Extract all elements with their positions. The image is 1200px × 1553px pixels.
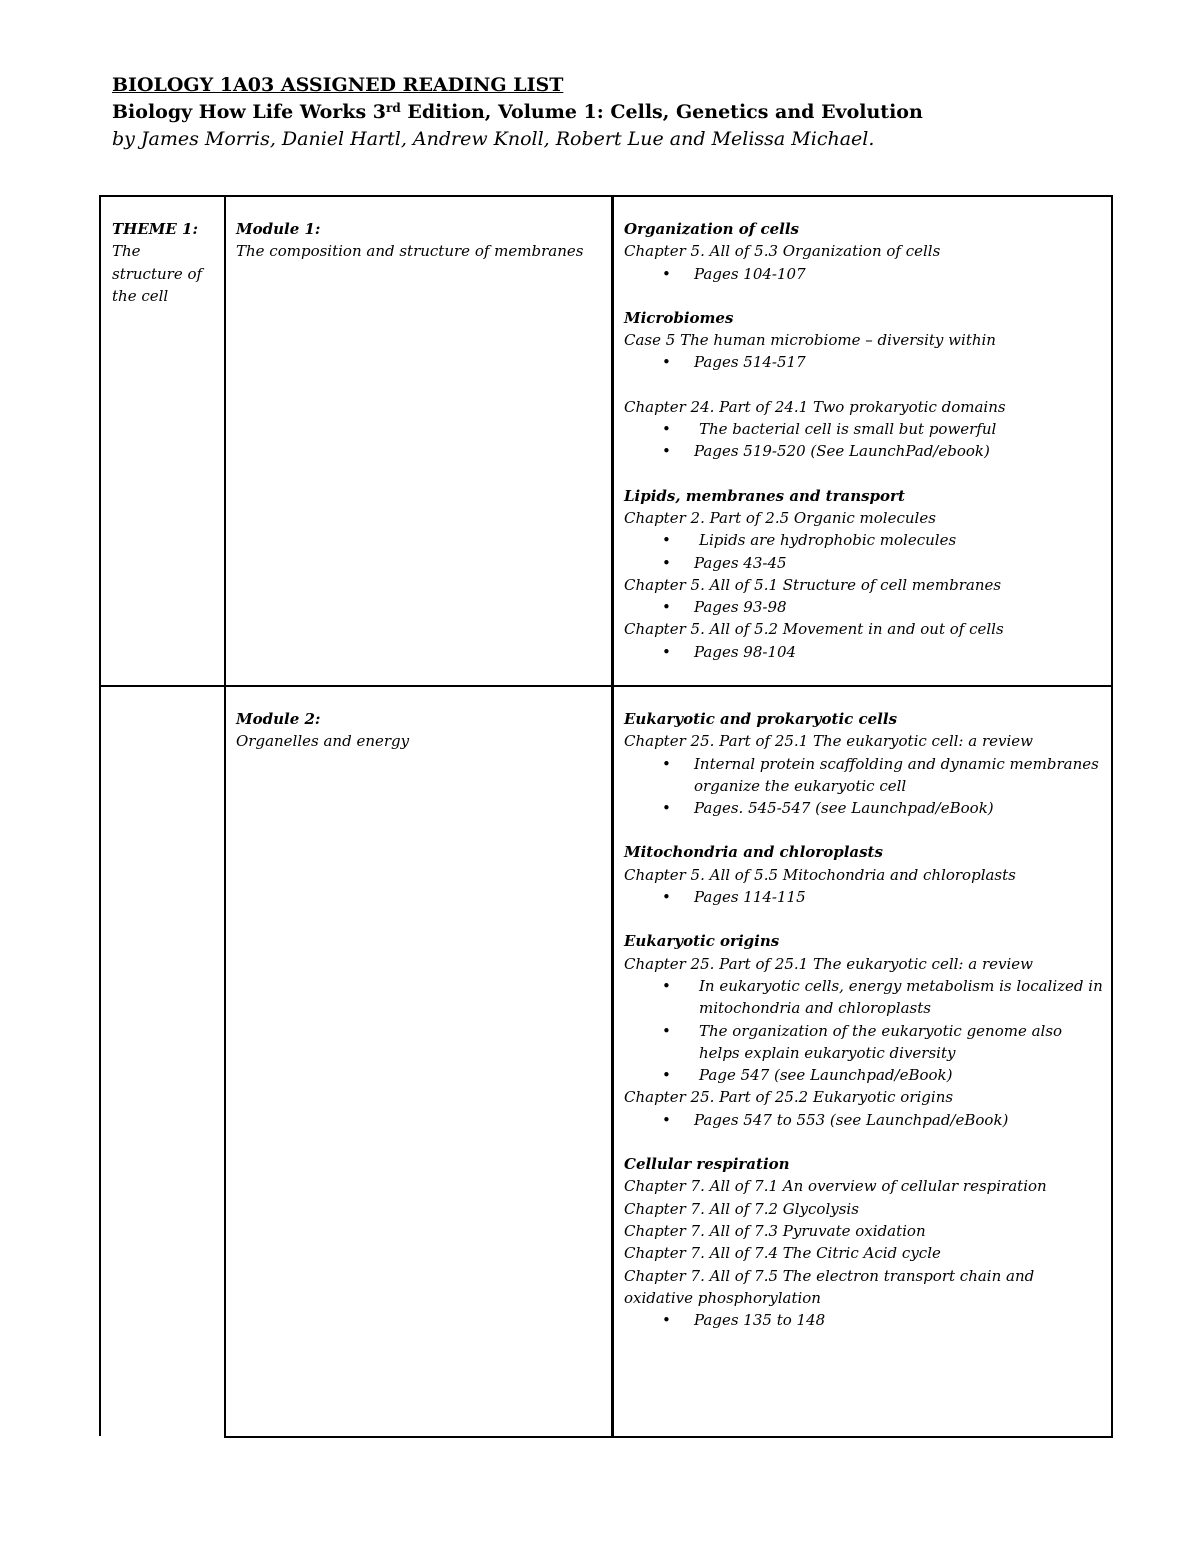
reading-bullet: • Pages 519-520 (See LaunchPad/ebook) xyxy=(624,440,1104,462)
reading-chapter: Chapter 5. All of 5.2 Movement in and out of cells xyxy=(624,620,1004,639)
module-label: Module 1: xyxy=(236,220,321,238)
reading-bullet: • Pages 114-115 xyxy=(624,886,1104,908)
reading-chapter: Chapter 7. All of 7.3 Pyruvate oxidation xyxy=(624,1221,926,1240)
edition-superscript: rd xyxy=(386,101,401,115)
module-2-cell xyxy=(236,708,606,753)
reading-topic-heading: Eukaryotic and prokaryotic cells xyxy=(624,710,898,728)
reading-topic-heading: Lipids, membranes and transport xyxy=(624,486,905,505)
reading-bullet: • Page 547 (see Launchpad/eBook) xyxy=(624,1064,1104,1086)
reading-bullet: • Pages 43-45 xyxy=(624,552,1104,574)
reading-chapter: Chapter 25. Part of 25.2 Eukaryotic origins xyxy=(624,1088,954,1107)
theme-line: structure of xyxy=(112,264,203,283)
theme-label: THEME 1: xyxy=(112,220,199,238)
reading-chapter: Chapter 7. All of 7.4 The Citric Acid cycle xyxy=(624,1244,941,1263)
module-1-cell xyxy=(236,218,606,263)
spacer xyxy=(624,374,1104,396)
table-bottom-border xyxy=(224,1436,1113,1438)
reading-bullet: • Pages 104-107 xyxy=(624,263,1104,285)
reading-chapter: Chapter 5. All of 5.5 Mitochondria and chloroplasts xyxy=(624,865,1016,884)
reading-bullet: • Pages. 545-547 (see Launchpad/eBook) xyxy=(624,797,1104,819)
reading-bullet: • Pages 135 to 148 xyxy=(624,1309,1104,1331)
module-title: Organelles and energy xyxy=(236,732,410,751)
reading-chapter: Chapter 5. All of 5.1 Structure of cell membranes xyxy=(624,575,1002,594)
reading-bullet: • Lipids are hydrophobic molecules xyxy=(624,529,1104,551)
module-1-readings xyxy=(624,218,1104,663)
book-authors: by James Morris, Daniel Hartl, Andrew Knoll, Robert Lue and Melissa Michael. xyxy=(112,128,875,150)
spacer xyxy=(624,908,1104,930)
column-divider-2 xyxy=(611,195,614,1438)
module-2-readings xyxy=(624,708,1104,1331)
book-title xyxy=(112,99,1112,126)
reading-bullet: • Internal protein scaffolding and dynamic membranes organize the eukaryotic cell xyxy=(624,753,1104,798)
reading-bullet: • The bacterial cell is small but powerful xyxy=(624,418,1104,440)
book-title-end: Edition, Volume 1: Cells, Genetics and Evolution xyxy=(400,101,923,123)
column-divider-1 xyxy=(224,195,226,1438)
reading-bullet: • In eukaryotic cells, energy metabolism is localized in mitochondria and chloroplasts xyxy=(624,975,1104,1020)
reading-chapter: Chapter 7. All of 7.2 Glycolysis xyxy=(624,1199,859,1218)
reading-chapter: Chapter 25. Part of 25.1 The eukaryotic cell: a review xyxy=(624,954,1033,973)
reading-topic-heading: Organization of cells xyxy=(624,220,799,238)
theme-line: The xyxy=(112,242,141,261)
reading-chapter: Chapter 2. Part of 2.5 Organic molecules xyxy=(624,508,936,527)
document-title: BIOLOGY 1A03 ASSIGNED READING LIST xyxy=(112,74,564,96)
reading-chapter: Chapter 24. Part of 24.1 Two prokaryotic domains xyxy=(624,397,1006,416)
table-right-border xyxy=(1111,195,1113,1438)
reading-chapter: Chapter 7. All of 7.5 The electron transport chain and oxidative phosphorylation xyxy=(624,1266,1035,1307)
theme-line: the cell xyxy=(112,286,169,305)
reading-topic-heading: Mitochondria and chloroplasts xyxy=(624,843,883,862)
reading-bullet: • The organization of the eukaryotic genome also helps explain eukaryotic diversity xyxy=(624,1020,1104,1065)
theme-cell xyxy=(112,218,218,307)
row-divider xyxy=(99,685,1113,687)
reading-chapter: Case 5 The human microbiome – diversity within xyxy=(624,331,996,350)
table-left-border xyxy=(99,195,101,1436)
spacer xyxy=(624,1131,1104,1153)
reading-chapter: Chapter 7. All of 7.1 An overview of cellular respiration xyxy=(624,1177,1047,1196)
reading-bullet: • Pages 514-517 xyxy=(624,351,1104,373)
reading-bullet: • Pages 98-104 xyxy=(624,641,1104,663)
reading-chapter: Chapter 25. Part of 25.1 The eukaryotic cell: a review xyxy=(624,732,1033,751)
module-title: The composition and structure of membranes xyxy=(236,242,584,261)
reading-bullet: • Pages 547 to 553 (see Launchpad/eBook) xyxy=(624,1109,1104,1131)
spacer xyxy=(624,285,1104,307)
document-header xyxy=(112,72,1112,153)
module-label: Module 2: xyxy=(236,710,321,728)
reading-topic-heading: Eukaryotic origins xyxy=(624,932,780,951)
reading-chapter: Chapter 5. All of 5.3 Organization of cells xyxy=(624,242,941,261)
reading-topic-heading: Microbiomes xyxy=(624,308,734,327)
reading-topic-heading: Cellular respiration xyxy=(624,1155,790,1174)
book-title-start: Biology How Life Works 3 xyxy=(112,101,386,123)
reading-bullet: • Pages 93-98 xyxy=(624,596,1104,618)
spacer xyxy=(624,819,1104,841)
table-top-border xyxy=(99,195,1113,197)
spacer xyxy=(624,463,1104,485)
